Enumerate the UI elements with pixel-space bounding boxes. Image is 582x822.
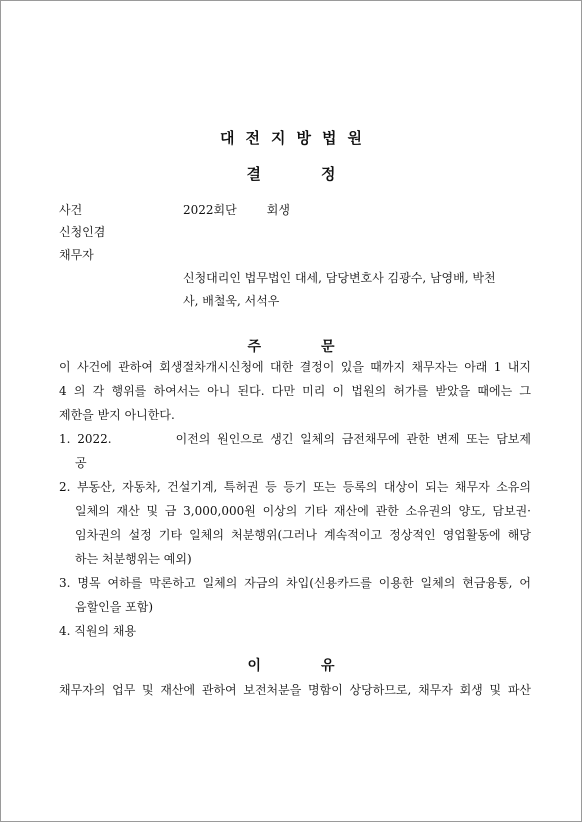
order-item-1-line-1 xyxy=(59,427,531,451)
item-number: 2. xyxy=(59,480,71,494)
order-item-3 xyxy=(59,571,531,619)
item-text: 직원의 채용 xyxy=(74,624,137,638)
order-item-1 xyxy=(59,427,531,475)
item-text: 명목 여하를 막론하고 일체의 자금의 차입(신용카드를 이용한 일체의 현금융통, 어 xyxy=(77,576,531,590)
reason-heading: 이유 xyxy=(247,658,395,674)
order-item-2 xyxy=(59,475,531,571)
court-name: 대전지방법원 xyxy=(220,129,373,147)
debtor-label: 채무자 xyxy=(59,248,94,262)
order-item-4-line-1 xyxy=(59,619,531,643)
item-number: 3. xyxy=(59,576,71,590)
agent-line-1: 신청대리인 법무법인 대세, 담당변호사 김광수, 남영배, 박천 xyxy=(183,271,496,285)
order-item-3-line-1 xyxy=(59,571,531,595)
case-label: 사건 xyxy=(59,203,83,217)
item-text: 이전의 원인으로 생긴 일체의 금전채무에 관한 변제 또는 담보제 xyxy=(175,432,531,446)
order-item-4 xyxy=(59,619,531,643)
order-intro-line-3: 제한을 받지 아니한다. xyxy=(59,408,175,422)
case-type-text: 회생 xyxy=(266,203,290,217)
case-number-text: 2022회단 xyxy=(183,203,237,217)
order-heading: 주문 xyxy=(247,339,395,355)
document-title: 결정 xyxy=(246,165,396,183)
order-intro-line-1: 이 사건에 관하여 회생절차개시신청에 대한 결정이 있을 때까지 채무자는 아래 1 내지 xyxy=(59,360,531,374)
item-text: 부동산, 자동차, 건설기계, 특허권 등 등기 또는 등록의 대상이 되는 채무자 소유의 xyxy=(76,480,531,494)
item-number: 4. xyxy=(59,624,71,638)
item-number: 1. xyxy=(59,432,71,446)
applicant-label: 신청인겸 xyxy=(59,225,106,239)
order-item-1-line-2: 공 xyxy=(75,456,87,470)
order-item-3-line-2: 음할인을 포함) xyxy=(75,600,154,614)
order-item-2-line-4: 하는 처분행위는 예외) xyxy=(75,552,192,566)
case-number xyxy=(183,201,290,218)
order-intro-line-2: 4 의 각 행위를 하여서는 아니 된다. 다만 미리 이 법원의 허가를 받았을 때에는 그 xyxy=(59,384,531,398)
order-item-2-line-2: 일체의 재산 및 금 3,000,000원 이상의 기타 재산에 관한 소유권의 양도, 담보권· xyxy=(75,504,531,518)
order-item-2-line-3: 임차권의 설정 기타 일체의 처분행위(그러나 계속적이고 정상적인 영업활동에 해당 xyxy=(75,528,531,542)
order-item-2-line-1 xyxy=(59,475,531,499)
agent-line-2: 사, 배철욱, 서석우 xyxy=(183,294,280,308)
reason-text: 채무자의 업무 및 재산에 관하여 보전처분을 명함이 상당하므로, 채무자 회생 및 파산 xyxy=(59,683,531,697)
item-date: 2022. xyxy=(77,432,112,446)
